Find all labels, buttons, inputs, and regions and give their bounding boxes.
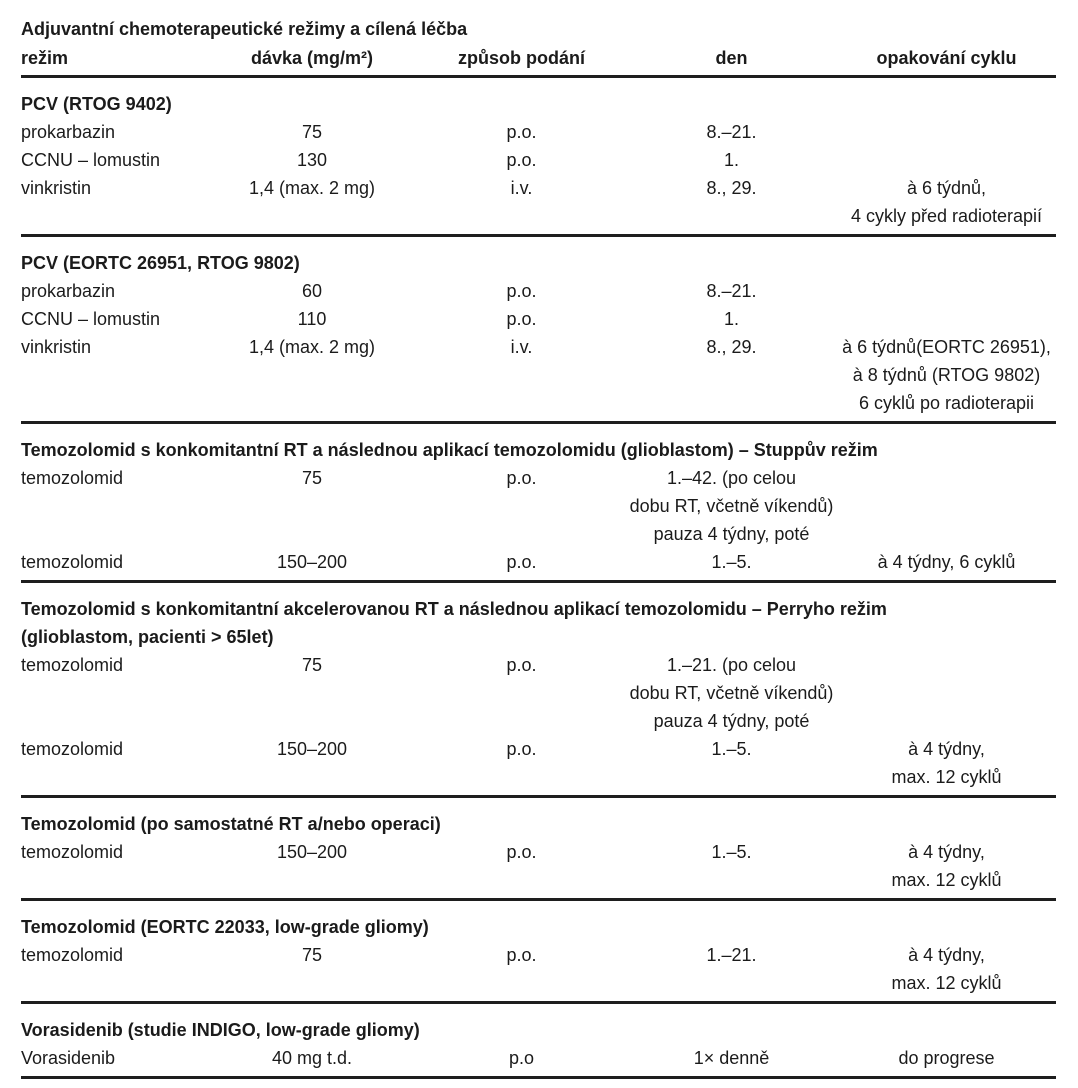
- regimen-section: [21, 78, 1056, 237]
- cell-rezim: [21, 361, 207, 389]
- cell-den: 8.–21.: [706, 122, 757, 142]
- section-heading: PCV (EORTC 26951, RTOG 9802): [21, 253, 300, 273]
- cell-opakovani-cyklu: 4 cykly před radioterapií: [850, 206, 1043, 226]
- cell-den: [626, 202, 837, 230]
- cell-zpusob-podani: p.o.: [506, 122, 537, 142]
- cell-zpusob-podani: i.v.: [510, 178, 533, 198]
- cell-davka: 75: [301, 945, 323, 965]
- cell-davka: 150–200: [276, 739, 348, 759]
- cell-opakovani-cyklu: [837, 277, 1056, 305]
- table-row: [21, 679, 1056, 707]
- table-row: [21, 305, 1056, 333]
- cell-zpusob-podani: p.o.: [506, 945, 537, 965]
- cell-rezim: temozolomid: [21, 739, 124, 759]
- cell-den: dobu RT, včetně víkendů): [629, 683, 834, 703]
- section-heading: PCV (RTOG 9402): [21, 94, 172, 114]
- cell-zpusob-podani: p.o.: [506, 468, 537, 488]
- cell-opakovani-cyklu: [837, 146, 1056, 174]
- cell-zpusob-podani: [417, 389, 626, 417]
- cell-opakovani-cyklu: do progrese: [898, 1048, 995, 1068]
- cell-rezim: [21, 969, 207, 997]
- cell-zpusob-podani: p.o: [508, 1048, 535, 1068]
- cell-rezim: [21, 866, 207, 894]
- cell-davka: [207, 707, 417, 735]
- cell-den: [626, 763, 837, 791]
- table-row: [21, 838, 1056, 866]
- cell-rezim: CCNU – lomustin: [21, 309, 161, 329]
- cell-davka: 75: [301, 122, 323, 142]
- table-row: [21, 548, 1056, 576]
- cell-den: 8.–21.: [706, 281, 757, 301]
- cell-rezim: [21, 389, 207, 417]
- cell-opakovani-cyklu: [837, 492, 1056, 520]
- table-row: [21, 969, 1056, 997]
- cell-zpusob-podani: [417, 866, 626, 894]
- column-header-zpusob-podani: způsob podání: [458, 48, 585, 68]
- section-heading: Temozolomid s konkomitantní RT a následnou aplikací temozolomidu (glioblastom) – Stuppův režim: [21, 440, 878, 460]
- section-heading: Vorasidenib (studie INDIGO, low-grade gliomy): [21, 1020, 420, 1040]
- section-heading: Temozolomid s konkomitantní akcelerovanou RT a následnou aplikací temozolomidu – Perryho režim: [21, 599, 887, 619]
- regimen-section: [21, 237, 1056, 424]
- cell-rezim: prokarbazin: [21, 281, 116, 301]
- cell-opakovani-cyklu: [837, 520, 1056, 548]
- table-row: [21, 464, 1056, 492]
- cell-rezim: [21, 492, 207, 520]
- cell-rezim: prokarbazin: [21, 122, 116, 142]
- table-row: [21, 735, 1056, 763]
- table-row: [21, 118, 1056, 146]
- cell-den: [626, 866, 837, 894]
- cell-den: [626, 969, 837, 997]
- cell-zpusob-podani: p.o.: [506, 150, 537, 170]
- cell-rezim: Vorasidenib: [21, 1048, 116, 1068]
- cell-opakovani-cyklu: [837, 305, 1056, 333]
- cell-davka: 75: [301, 468, 323, 488]
- cell-rezim: vinkristin: [21, 178, 92, 198]
- table-row: [21, 1044, 1056, 1072]
- cell-davka: 75: [301, 655, 323, 675]
- column-header-davka: dávka (mg/m²): [250, 48, 374, 68]
- cell-rezim: [21, 763, 207, 791]
- cell-rezim: temozolomid: [21, 468, 124, 488]
- table-row: [21, 651, 1056, 679]
- table-row: [21, 174, 1056, 202]
- cell-zpusob-podani: i.v.: [510, 337, 533, 357]
- cell-zpusob-podani: p.o.: [506, 281, 537, 301]
- cell-den: [626, 361, 837, 389]
- cell-davka: [207, 361, 417, 389]
- cell-zpusob-podani: p.o.: [506, 739, 537, 759]
- cell-rezim: [21, 520, 207, 548]
- cell-opakovani-cyklu: [837, 118, 1056, 146]
- cell-opakovani-cyklu: 6 cyklů po radioterapii: [858, 393, 1035, 413]
- cell-rezim: [21, 679, 207, 707]
- cell-zpusob-podani: [417, 202, 626, 230]
- cell-zpusob-podani: [417, 969, 626, 997]
- section-heading: Temozolomid (po samostatné RT a/nebo operaci): [21, 814, 441, 834]
- cell-zpusob-podani: p.o.: [506, 655, 537, 675]
- cell-opakovani-cyklu: max. 12 cyklů: [891, 767, 1002, 787]
- cell-davka: 150–200: [276, 552, 348, 572]
- regimen-section: [21, 424, 1056, 583]
- cell-opakovani-cyklu: à 4 týdny, 6 cyklů: [877, 552, 1016, 572]
- cell-opakovani-cyklu: [837, 464, 1056, 492]
- table-row: [21, 361, 1056, 389]
- cell-zpusob-podani: [417, 763, 626, 791]
- table-title: Adjuvantní chemoterapeutické režimy a cílená léčba: [21, 19, 468, 39]
- cell-rezim: [21, 707, 207, 735]
- cell-den: 1.: [723, 309, 739, 329]
- cell-davka: 110: [297, 309, 327, 329]
- cell-den: 1.–5.: [711, 552, 752, 572]
- cell-rezim: [21, 202, 207, 230]
- regimen-section: [21, 1004, 1056, 1079]
- table-row: [21, 277, 1056, 305]
- cell-opakovani-cyklu: à 4 týdny,: [908, 945, 985, 965]
- cell-davka: [207, 389, 417, 417]
- cell-den: 1.–42. (po celou: [666, 468, 797, 488]
- cell-opakovani-cyklu: [837, 651, 1056, 679]
- regimen-table-body: [21, 78, 1056, 1079]
- cell-den: 1.–21. (po celou: [666, 655, 797, 675]
- column-header-rezim: režim: [21, 48, 69, 68]
- cell-opakovani-cyklu: max. 12 cyklů: [891, 973, 1002, 993]
- cell-rezim: temozolomid: [21, 842, 124, 862]
- cell-opakovani-cyklu: [837, 679, 1056, 707]
- cell-rezim: vinkristin: [21, 337, 92, 357]
- table-row: [21, 146, 1056, 174]
- cell-davka: [207, 520, 417, 548]
- table-row: [21, 492, 1056, 520]
- cell-den: 1.–5.: [711, 739, 752, 759]
- cell-rezim: temozolomid: [21, 945, 124, 965]
- table-row: [21, 763, 1056, 791]
- cell-davka: 40 mg t.d.: [271, 1048, 353, 1068]
- section-heading: Temozolomid (EORTC 22033, low-grade gliomy): [21, 917, 429, 937]
- cell-davka: [207, 202, 417, 230]
- cell-davka: 60: [301, 281, 323, 301]
- cell-davka: 130: [296, 150, 328, 170]
- cell-opakovani-cyklu: max. 12 cyklů: [891, 870, 1002, 890]
- table-header-row: [21, 44, 1056, 78]
- regimen-section: [21, 901, 1056, 1004]
- cell-opakovani-cyklu: [837, 707, 1056, 735]
- cell-opakovani-cyklu: à 6 týdnů,: [906, 178, 987, 198]
- table-row: [21, 333, 1056, 361]
- cell-den: pauza 4 týdny, poté: [653, 524, 810, 544]
- cell-rezim: temozolomid: [21, 552, 124, 572]
- cell-den: 1.–5.: [711, 842, 752, 862]
- cell-zpusob-podani: [417, 361, 626, 389]
- cell-den: [626, 389, 837, 417]
- cell-den: 1× denně: [693, 1048, 770, 1068]
- cell-den: dobu RT, včetně víkendů): [629, 496, 834, 516]
- table-row: [21, 202, 1056, 230]
- cell-den: pauza 4 týdny, poté: [653, 711, 810, 731]
- column-header-opakovani-cyklu: opakování cyklu: [876, 48, 1017, 68]
- cell-zpusob-podani: [417, 520, 626, 548]
- regimen-section: [21, 583, 1056, 798]
- cell-zpusob-podani: [417, 707, 626, 735]
- cell-davka: [207, 492, 417, 520]
- cell-den: 1.: [723, 150, 739, 170]
- cell-den: 1.–21.: [706, 945, 757, 965]
- cell-den: 8., 29.: [706, 178, 757, 198]
- cell-davka: [207, 969, 417, 997]
- cell-opakovani-cyklu: à 8 týdnů (RTOG 9802): [852, 365, 1041, 385]
- table-row: [21, 866, 1056, 894]
- cell-davka: 150–200: [276, 842, 348, 862]
- table-row: [21, 707, 1056, 735]
- table-row: [21, 389, 1056, 417]
- table-row: [21, 520, 1056, 548]
- column-header-den: den: [715, 48, 748, 68]
- cell-zpusob-podani: p.o.: [506, 309, 537, 329]
- cell-zpusob-podani: p.o.: [506, 552, 537, 572]
- cell-davka: [207, 679, 417, 707]
- section-heading: (glioblastom, pacienti > 65let): [21, 627, 274, 647]
- cell-davka: [207, 763, 417, 791]
- cell-den: 8., 29.: [706, 337, 757, 357]
- cell-opakovani-cyklu: à 4 týdny,: [908, 739, 985, 759]
- cell-davka: 1,4 (max. 2 mg): [248, 337, 376, 357]
- regimen-section: [21, 798, 1056, 901]
- table-row: [21, 941, 1056, 969]
- cell-zpusob-podani: [417, 679, 626, 707]
- cell-davka: [207, 866, 417, 894]
- cell-opakovani-cyklu: à 6 týdnů(EORTC 26951),: [842, 337, 1051, 357]
- cell-rezim: temozolomid: [21, 655, 124, 675]
- cell-zpusob-podani: p.o.: [506, 842, 537, 862]
- cell-davka: 1,4 (max. 2 mg): [248, 178, 376, 198]
- cell-rezim: CCNU – lomustin: [21, 150, 161, 170]
- cell-opakovani-cyklu: à 4 týdny,: [908, 842, 985, 862]
- cell-zpusob-podani: [417, 492, 626, 520]
